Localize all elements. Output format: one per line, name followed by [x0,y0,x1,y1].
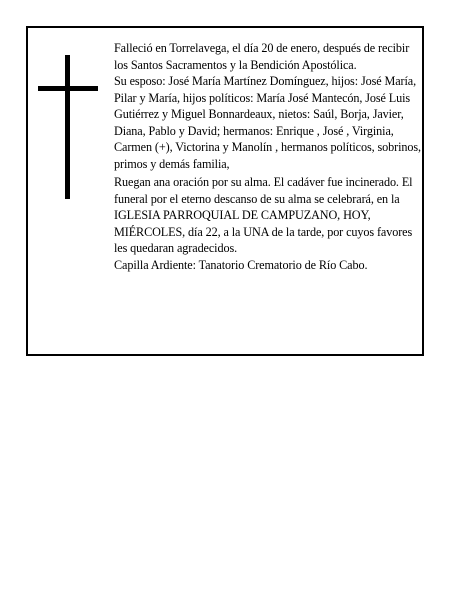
funeral-paragraph: Ruegan ana oración por su alma. El cadáver fue incinerado. El funeral por el eterno descanso de su alma se celebrará, en la IGLESIA PARROQUIAL DE CAMPUZANO, HOY, MIÉRCOLES, día 22, a la UNA de la tarde, por cuyos favores les quedaran agradecidos. [114,175,413,255]
family-paragraph: Su esposo: José María Martínez Domínguez, hijos: José María, Pilar y María, hijos políticos: María José Mantecón, José Luis Gutiérrez y Miguel Bonnardeaux, nietos: Saúl, Borja, Javier, Diana, Pablo y David; hermanos: Enrique , José , Virginia, Carmen (+), Victorina y Manolín , hermanos políticos, sobrinos, primos y demás familia, [114,74,421,171]
chapel-paragraph: Capilla Ardiente: Tanatorio Crematorio de Río Cabo. [114,257,368,272]
obituary-text [114,40,424,273]
death-announcement-paragraph: Falleció en Torrelavega, el día 20 de enero, después de recibir los Santos Sacramentos y la Bendición Apostólica. [114,41,410,72]
obituary-notice [26,26,424,356]
cross-icon [38,55,98,199]
